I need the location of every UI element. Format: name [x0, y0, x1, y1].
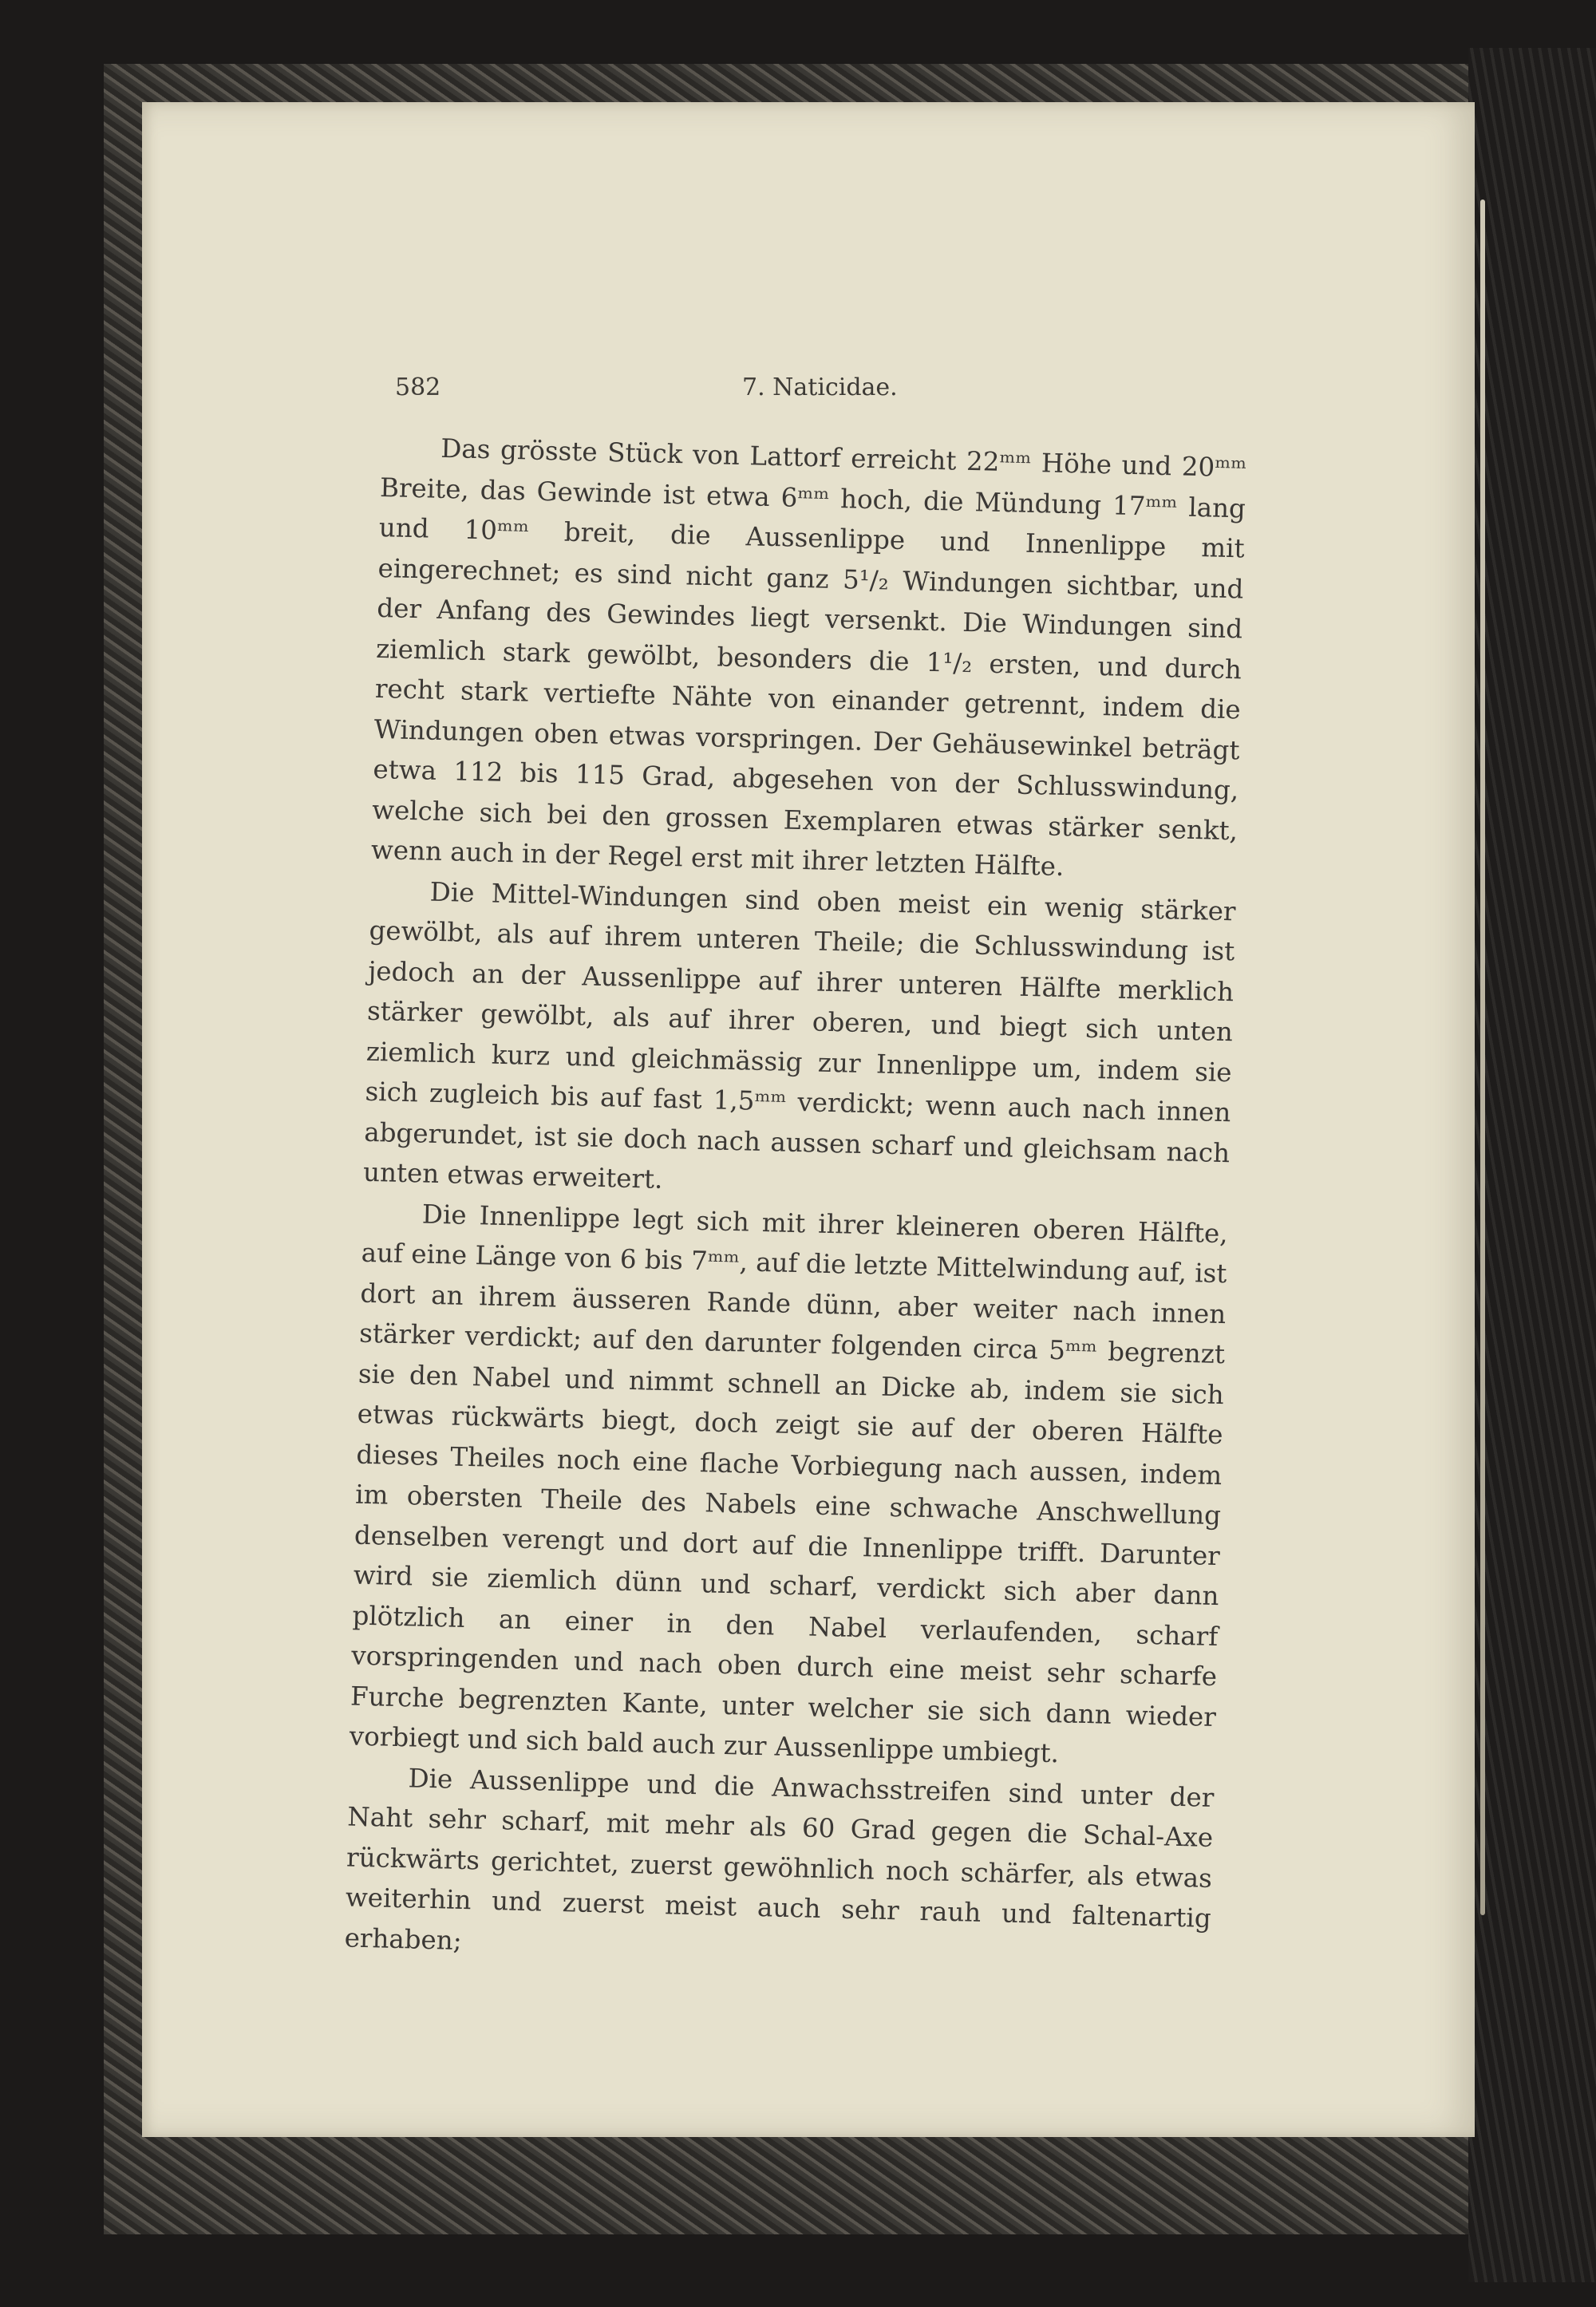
running-head: 7. Naticidae.: [742, 373, 898, 401]
paragraph-3: Die Innenlippe legt sich mit ihrer kleineren oberen Hälfte, auf eine Länge von 6 bis 7ᵐᵐ, auf die letzte Mittelwindung auf, ist dort an ihrem äusseren Rande dünn, aber weiter nach innen stärker verdickt; auf den darunter folgenden circa 5ᵐᵐ begrenzt sie den Nabel und nimmt schnell an Dicke ab, indem sie sich etwas rückwärts biegt, doch zeigt sie auf der oberen Hälfte dieses Theiles noch eine flache Vorbiegung nach aussen, indem im obersten Theile des Nabels eine schwache Anschwellung denselben verengt und dort auf die Innenlippe trifft. Darunter wird sie ziemlich dünn und scharf, verdickt sich aber dann plötzlich an einer in den Nabel verlaufenden, scharf vorspringenden und nach oben durch eine meist sehr scharfe Furche begrenzten Kante, unter welcher sie sich dann wieder vorbiegt und sich bald auch zur Aussenlippe umbiegt.: [349, 1199, 1229, 1769]
book-cover-right-edge: [1468, 48, 1596, 2282]
paragraph-1: Das grösste Stück von Lattorf erreicht 22ᵐᵐ Höhe und 20ᵐᵐ Breite, das Gewinde ist etwa 6ᵐᵐ hoch, die Mündung 17ᵐᵐ lang und 10ᵐᵐ breit, die Aussenlippe und Innenlippe mit eingerechnet; es sind nicht ganz 5¹/₂ Windungen sichtbar, und der Anfang des Gewindes liegt versenkt. Die Windungen sind ziemlich stark gewölbt, besonders die 1¹/₂ ersten, und durch recht stark vertiefte Nähte von einander getrennt, indem die Windungen oben etwas vorspringen. Der Gehäusewinkel beträgt etwa 112 bis 115 Grad, abgesehen von der Schlusswindung, welche sich bei den grossen Exemplaren etwas stärker senkt, wenn auch in der Regel erst mit ihrer letzten Hälfte.: [370, 433, 1247, 883]
page-header: [395, 373, 1233, 412]
page-number: 582: [395, 373, 441, 401]
facing-page-edge: [1480, 199, 1485, 1915]
paragraph-2: Die Mittel-Windungen sind oben meist ein wenig stärker gewölbt, als auf ihrem unteren Theile; die Schlusswindung ist jedoch an der Aussenlippe auf ihrer unteren Hälfte merklich stärker gewölbt, als auf ihrer oberen, und biegt sich unten ziemlich kurz und gleichmässig zur Innenlippe um, indem sie sich zugleich bis auf fast 1,5ᵐᵐ verdickt; wenn auch nach innen abgerundet, ist sie doch nach aussen scharf und gleichsam nach unten etwas erweitert.: [362, 876, 1236, 1195]
body-text: [344, 427, 1247, 1979]
paragraph-4: Die Aussenlippe und die Anwachsstreifen sind unter der Naht sehr scharf, mit mehr als 60 Grad gegen die Schal-Axe rückwärts gerichtet, zuerst gewöhnlich noch schärfer, als etwas weiterhin und zuerst meist auch sehr rauh und faltenartig erhaben;: [344, 1762, 1215, 1956]
